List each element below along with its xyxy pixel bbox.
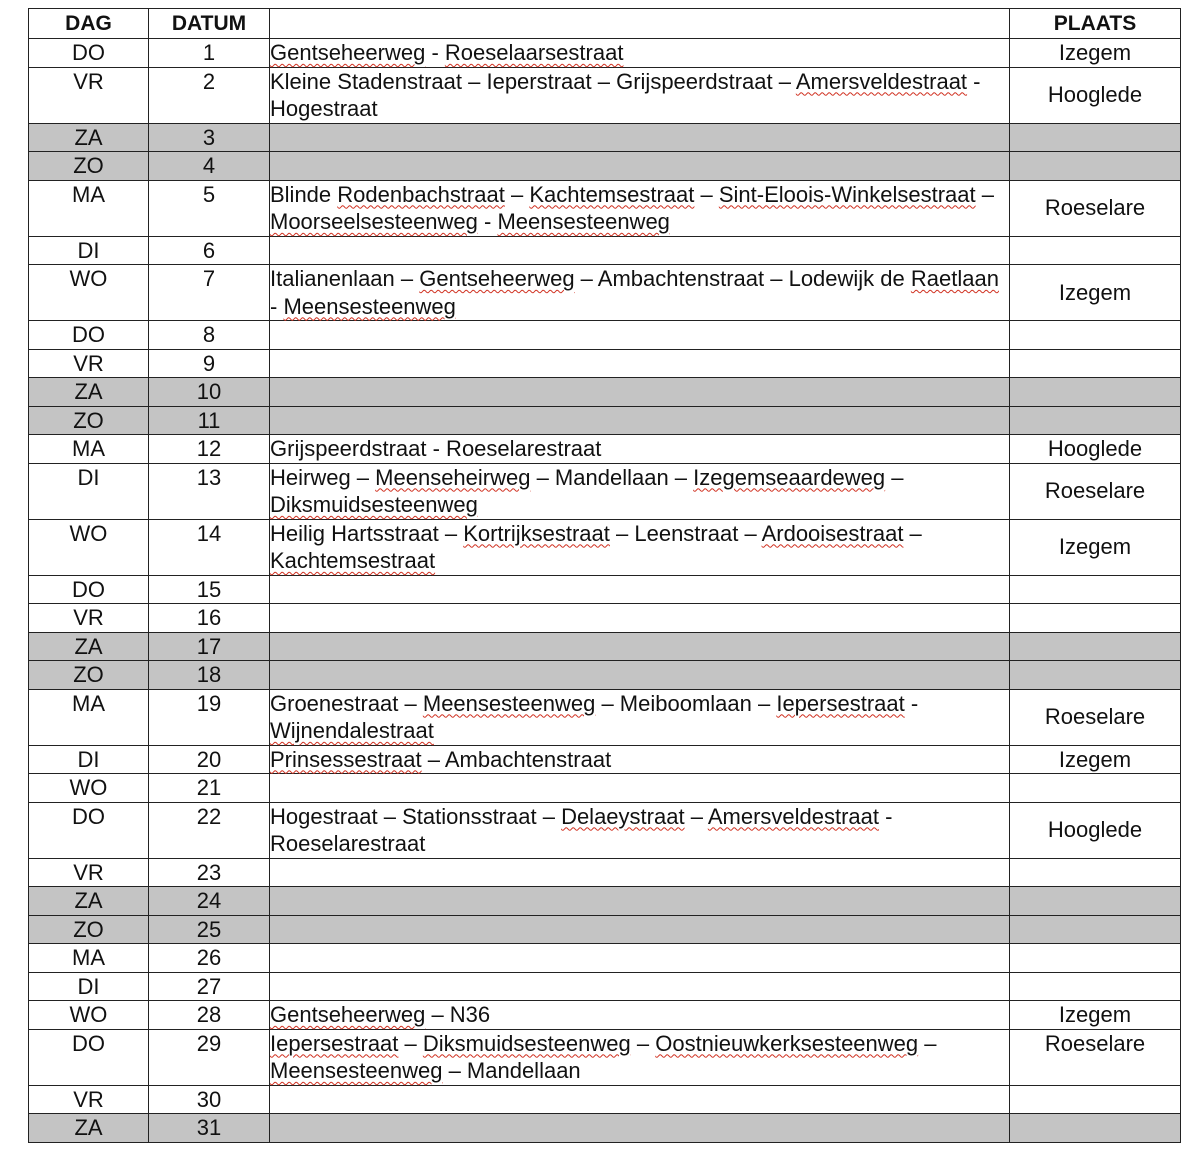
cell-datum: 5 xyxy=(149,180,270,236)
schedule-table xyxy=(28,8,1181,1143)
table-row xyxy=(29,1001,1181,1030)
cell-plaats: Izegem xyxy=(1010,519,1181,575)
table-row xyxy=(29,575,1181,604)
cell-straten xyxy=(270,858,1010,887)
cell-plaats xyxy=(1010,378,1181,407)
street-text: – Meiboomlaan – xyxy=(595,690,777,716)
table-row xyxy=(29,1114,1181,1143)
street-name-spellcheck: Amersveldestraat xyxy=(707,803,880,829)
cell-straten xyxy=(270,265,1010,321)
street-name-spellcheck: Diksmuidsesteenweg xyxy=(422,1030,631,1056)
cell-datum: 16 xyxy=(149,604,270,633)
cell-datum: 3 xyxy=(149,123,270,152)
street-name-spellcheck: Kachtemsestraat xyxy=(529,181,695,207)
cell-dag: VR xyxy=(29,604,149,633)
street-text: Italianenlaan – xyxy=(270,266,420,291)
cell-dag: VR xyxy=(29,858,149,887)
cell-datum: 18 xyxy=(149,661,270,690)
cell-straten xyxy=(270,123,1010,152)
street-name-spellcheck: Meenseheirweg xyxy=(375,464,531,490)
cell-plaats: Izegem xyxy=(1010,745,1181,774)
cell-straten xyxy=(270,1114,1010,1143)
street-text: – xyxy=(885,464,904,490)
cell-straten xyxy=(270,1001,1010,1030)
cell-straten xyxy=(270,519,1010,575)
cell-plaats: Hooglede xyxy=(1010,435,1181,464)
street-text: – xyxy=(918,1030,937,1056)
cell-dag: WO xyxy=(29,265,149,321)
cell-straten xyxy=(270,774,1010,803)
street-text: – N36 xyxy=(425,1002,491,1027)
cell-plaats xyxy=(1010,661,1181,690)
cell-straten xyxy=(270,915,1010,944)
street-name-spellcheck: Wijnendalestraat xyxy=(270,718,434,743)
street-name-spellcheck: Prinsessestraat xyxy=(270,746,422,772)
street-name-spellcheck: Meensesteenweg xyxy=(283,293,456,319)
cell-straten xyxy=(270,689,1010,745)
cell-datum: 15 xyxy=(149,575,270,604)
street-text: Grijspeerdstraat - Roeselarestraat xyxy=(270,436,602,461)
cell-straten xyxy=(270,236,1010,265)
cell-dag: ZA xyxy=(29,378,149,407)
cell-straten xyxy=(270,378,1010,407)
cell-datum: 26 xyxy=(149,944,270,973)
table-row xyxy=(29,123,1181,152)
cell-straten xyxy=(270,435,1010,464)
table-row xyxy=(29,519,1181,575)
cell-datum: 13 xyxy=(149,463,270,519)
street-name-spellcheck: Diksmuidsesteenweg xyxy=(270,492,478,517)
cell-straten xyxy=(270,349,1010,378)
cell-dag: DO xyxy=(29,575,149,604)
street-name-spellcheck: Gentseheerweg xyxy=(419,266,575,291)
cell-straten xyxy=(270,972,1010,1001)
street-text: - xyxy=(477,209,498,234)
table-row xyxy=(29,944,1181,973)
cell-dag: MA xyxy=(29,944,149,973)
street-name-spellcheck: Raetlaan xyxy=(910,266,999,291)
cell-plaats: Roeselare xyxy=(1010,689,1181,745)
cell-dag: DO xyxy=(29,321,149,350)
cell-dag: DI xyxy=(29,236,149,265)
street-text: Groenestraat – xyxy=(270,690,423,716)
header-datum: DATUM xyxy=(149,9,270,39)
street-text: Kleine Stadenstraat – Ieperstraat – Grijspeerdstraat – xyxy=(270,68,796,94)
cell-dag: ZO xyxy=(29,661,149,690)
cell-dag: MA xyxy=(29,435,149,464)
street-name-spellcheck: Sint-Eloois-Winkelsestraat xyxy=(718,181,976,207)
cell-straten xyxy=(270,463,1010,519)
table-row xyxy=(29,1029,1181,1085)
cell-dag: MA xyxy=(29,180,149,236)
street-text: – xyxy=(504,181,530,207)
table-row xyxy=(29,661,1181,690)
table-row xyxy=(29,1085,1181,1114)
street-name-spellcheck: Oostnieuwkerksesteenweg xyxy=(655,1030,919,1056)
cell-plaats xyxy=(1010,1085,1181,1114)
table-row xyxy=(29,858,1181,887)
table-row xyxy=(29,887,1181,916)
cell-datum: 10 xyxy=(149,378,270,407)
street-text: Blinde xyxy=(270,181,338,207)
cell-straten xyxy=(270,632,1010,661)
cell-straten xyxy=(270,661,1010,690)
cell-datum: 6 xyxy=(149,236,270,265)
table-row xyxy=(29,406,1181,435)
cell-dag: ZO xyxy=(29,152,149,181)
street-text: Heilig Hartsstraat – xyxy=(270,520,464,546)
table-row xyxy=(29,915,1181,944)
cell-datum: 27 xyxy=(149,972,270,1001)
street-text: – xyxy=(694,181,719,207)
cell-datum: 12 xyxy=(149,435,270,464)
cell-plaats: Izegem xyxy=(1010,265,1181,321)
street-name-spellcheck: Kachtemsestraat xyxy=(270,548,436,573)
table-row xyxy=(29,378,1181,407)
street-text: - Hogestraat xyxy=(270,68,981,121)
cell-straten xyxy=(270,321,1010,350)
street-name-spellcheck: Amersveldestraat xyxy=(795,68,968,94)
cell-straten xyxy=(270,802,1010,858)
cell-datum: 8 xyxy=(149,321,270,350)
street-name-spellcheck: Izegemseaardeweg xyxy=(693,464,886,490)
cell-plaats: Roeselare xyxy=(1010,180,1181,236)
cell-straten xyxy=(270,887,1010,916)
cell-datum: 11 xyxy=(149,406,270,435)
cell-dag: DO xyxy=(29,1029,149,1085)
cell-straten xyxy=(270,745,1010,774)
street-name-spellcheck: Meensesteenweg xyxy=(497,209,670,234)
cell-plaats: Izegem xyxy=(1010,39,1181,68)
cell-plaats xyxy=(1010,123,1181,152)
street-name-spellcheck: Moorseelsesteenweg xyxy=(270,209,478,234)
street-text: - xyxy=(904,690,919,716)
table-row xyxy=(29,152,1181,181)
street-text: – Ambachtenstraat – Lodewijk de xyxy=(574,266,911,291)
cell-straten xyxy=(270,406,1010,435)
cell-plaats: Hooglede xyxy=(1010,802,1181,858)
cell-datum: 17 xyxy=(149,632,270,661)
header-straten xyxy=(270,9,1010,39)
street-text: – xyxy=(684,803,708,829)
cell-datum: 7 xyxy=(149,265,270,321)
cell-dag: DO xyxy=(29,39,149,68)
table-row xyxy=(29,349,1181,378)
cell-datum: 4 xyxy=(149,152,270,181)
cell-datum: 20 xyxy=(149,745,270,774)
street-name-spellcheck: Kortrijksestraat xyxy=(463,520,610,546)
cell-plaats xyxy=(1010,972,1181,1001)
table-row xyxy=(29,67,1181,123)
cell-dag: MA xyxy=(29,689,149,745)
table-row xyxy=(29,972,1181,1001)
cell-plaats xyxy=(1010,604,1181,633)
cell-straten xyxy=(270,152,1010,181)
street-text: – xyxy=(903,520,922,546)
cell-datum: 9 xyxy=(149,349,270,378)
header-plaats: PLAATS xyxy=(1010,9,1181,39)
cell-dag: ZO xyxy=(29,915,149,944)
street-name-spellcheck: Meensesteenweg xyxy=(270,1058,443,1083)
table-row xyxy=(29,689,1181,745)
street-name-spellcheck: Ardooisestraat xyxy=(761,520,904,546)
cell-dag: WO xyxy=(29,774,149,803)
street-text: – Mandellaan xyxy=(442,1058,581,1083)
cell-dag: VR xyxy=(29,349,149,378)
cell-dag: ZA xyxy=(29,1114,149,1143)
cell-plaats xyxy=(1010,858,1181,887)
cell-plaats: Izegem xyxy=(1010,1001,1181,1030)
street-text: - xyxy=(425,40,445,65)
header-row xyxy=(29,9,1181,39)
cell-plaats xyxy=(1010,944,1181,973)
cell-dag: ZA xyxy=(29,887,149,916)
cell-plaats: Hooglede xyxy=(1010,67,1181,123)
street-text: - Roeselarestraat xyxy=(270,803,893,856)
cell-plaats xyxy=(1010,152,1181,181)
cell-plaats xyxy=(1010,236,1181,265)
cell-plaats xyxy=(1010,774,1181,803)
cell-plaats xyxy=(1010,887,1181,916)
table-row xyxy=(29,180,1181,236)
cell-dag: ZA xyxy=(29,123,149,152)
cell-dag: WO xyxy=(29,519,149,575)
street-text: – xyxy=(975,181,994,207)
cell-dag: ZA xyxy=(29,632,149,661)
cell-straten xyxy=(270,1085,1010,1114)
table-row xyxy=(29,802,1181,858)
street-name-spellcheck: Iepersestraat xyxy=(270,1030,399,1056)
street-name-spellcheck: Delaeystraat xyxy=(561,803,685,829)
cell-datum: 19 xyxy=(149,689,270,745)
cell-plaats xyxy=(1010,632,1181,661)
cell-datum: 28 xyxy=(149,1001,270,1030)
cell-plaats xyxy=(1010,406,1181,435)
cell-dag: VR xyxy=(29,1085,149,1114)
cell-plaats xyxy=(1010,321,1181,350)
cell-straten xyxy=(270,944,1010,973)
street-text: Heirweg – xyxy=(270,464,376,490)
cell-dag: DI xyxy=(29,745,149,774)
street-text: – Leenstraat – xyxy=(609,520,762,546)
header-dag: DAG xyxy=(29,9,149,39)
cell-datum: 2 xyxy=(149,67,270,123)
cell-plaats xyxy=(1010,575,1181,604)
street-text: – xyxy=(398,1030,423,1056)
cell-plaats: Roeselare xyxy=(1010,1029,1181,1085)
cell-straten xyxy=(270,39,1010,68)
cell-datum: 1 xyxy=(149,39,270,68)
cell-datum: 29 xyxy=(149,1029,270,1085)
cell-dag: VR xyxy=(29,67,149,123)
street-name-spellcheck: Roeselaarsestraat xyxy=(444,40,624,65)
cell-plaats xyxy=(1010,1114,1181,1143)
street-name-spellcheck: Meensesteenweg xyxy=(422,690,596,716)
cell-plaats: Roeselare xyxy=(1010,463,1181,519)
cell-datum: 22 xyxy=(149,802,270,858)
street-name-spellcheck: Gentseheerweg xyxy=(270,40,426,65)
cell-straten xyxy=(270,67,1010,123)
table-row xyxy=(29,39,1181,68)
table-row xyxy=(29,604,1181,633)
street-text: – Ambachtenstraat xyxy=(421,746,612,772)
cell-straten xyxy=(270,604,1010,633)
table-row xyxy=(29,265,1181,321)
street-text: - xyxy=(270,293,284,319)
cell-straten xyxy=(270,575,1010,604)
cell-datum: 14 xyxy=(149,519,270,575)
cell-datum: 21 xyxy=(149,774,270,803)
cell-dag: WO xyxy=(29,1001,149,1030)
cell-straten xyxy=(270,1029,1010,1085)
cell-plaats xyxy=(1010,915,1181,944)
cell-datum: 24 xyxy=(149,887,270,916)
cell-dag: ZO xyxy=(29,406,149,435)
cell-datum: 31 xyxy=(149,1114,270,1143)
cell-dag: DO xyxy=(29,802,149,858)
cell-plaats xyxy=(1010,349,1181,378)
street-name-spellcheck: Iepersestraat xyxy=(776,690,905,716)
street-text: – xyxy=(630,1030,656,1056)
cell-straten xyxy=(270,180,1010,236)
street-name-spellcheck: Gentseheerweg xyxy=(270,1002,426,1027)
street-text: Hogestraat – Stationsstraat – xyxy=(270,803,562,829)
table-row xyxy=(29,463,1181,519)
cell-datum: 23 xyxy=(149,858,270,887)
table-row xyxy=(29,435,1181,464)
table-row xyxy=(29,321,1181,350)
cell-dag: DI xyxy=(29,463,149,519)
cell-datum: 25 xyxy=(149,915,270,944)
street-text: – Mandellaan – xyxy=(530,464,694,490)
street-name-spellcheck: Rodenbachstraat xyxy=(337,181,505,207)
table-row xyxy=(29,236,1181,265)
cell-dag: DI xyxy=(29,972,149,1001)
table-row xyxy=(29,745,1181,774)
cell-datum: 30 xyxy=(149,1085,270,1114)
table-row xyxy=(29,774,1181,803)
table-row xyxy=(29,632,1181,661)
